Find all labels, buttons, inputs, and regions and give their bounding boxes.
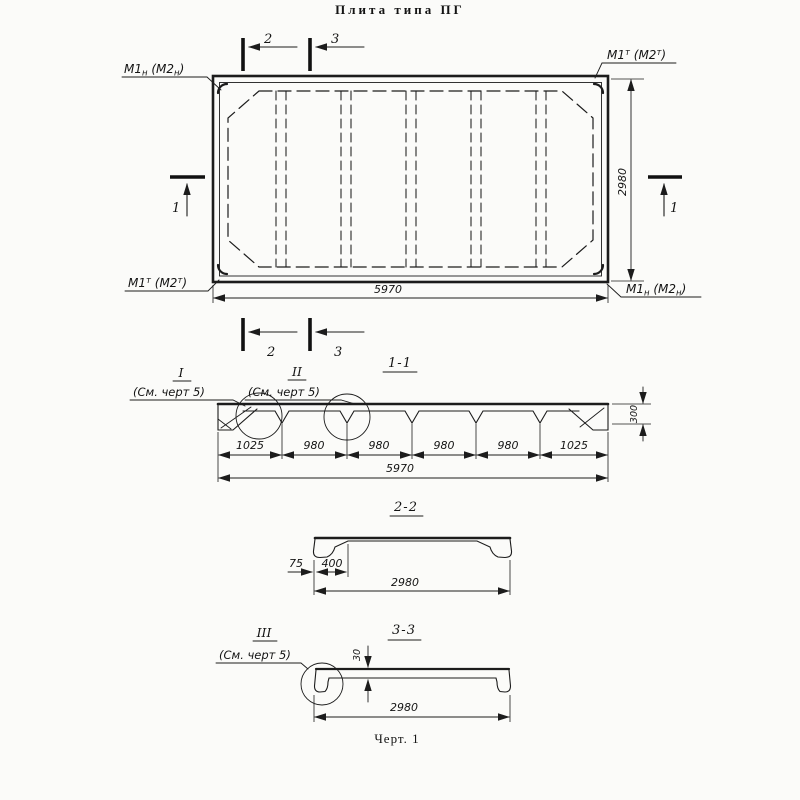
plan-dimensions: [213, 79, 644, 303]
thickness-dim: 30: [352, 648, 363, 662]
section-end-right: [569, 404, 608, 430]
cut-label-2-bottom: 2: [267, 345, 276, 360]
detail-1-num: I: [178, 365, 184, 380]
hatch-line: [580, 408, 604, 427]
detail-2-ref: (См. черт 5): [248, 385, 320, 399]
detail-2-num: II: [292, 364, 302, 379]
section-height-dim: 300: [629, 404, 640, 424]
drawing-title: Плита типа ПГ: [335, 2, 465, 17]
figure-caption: Черт. 1: [374, 731, 420, 746]
seg-dim: 980: [497, 439, 519, 452]
cut-label-1-right: 1: [670, 201, 679, 216]
detail-3-ref: (См. черт 5): [219, 648, 291, 662]
cut-marks: [170, 32, 682, 360]
mark-label-top-right: $М1^т$ $(М2^т)$: [607, 48, 667, 62]
section-3-3-title: 3-3: [392, 623, 416, 638]
section-1-1-dim-row: [218, 424, 608, 482]
section-profile: [313, 539, 511, 558]
section-width-dim: 2980: [391, 576, 419, 589]
seg-dim: 980: [433, 439, 455, 452]
plan-rib-lines: [276, 91, 546, 267]
hatch-line: [218, 419, 231, 429]
taper-dim: 400: [321, 557, 343, 570]
section-soffit-line: [243, 411, 579, 423]
detail-3-num: III: [256, 625, 272, 640]
cut-label-3-top: 3: [331, 32, 340, 47]
plan-mark-labels: [122, 48, 701, 299]
section-total-dim: 5970: [386, 462, 414, 475]
mark-label-bottom-right: $М1_н$ $(М2_н)$: [626, 282, 687, 299]
seg-dim: 980: [368, 439, 390, 452]
cut-label-1-left: 1: [172, 201, 181, 216]
section-width-dim: 2980: [390, 701, 418, 714]
plan-width-dim: 5970: [374, 283, 402, 296]
mark-label-top-left: $М1_н$ $(М2_н)$: [124, 62, 185, 79]
section-1-1: [130, 356, 651, 482]
mark-label-bottom-left: $М1^т$ $(М2^т)$: [128, 276, 188, 290]
section-2-2-title: 2-2: [394, 500, 418, 515]
detail-1-ref: (См. черт 5): [133, 385, 205, 399]
plan-outline: [213, 76, 608, 282]
plan-height-dim: 2980: [616, 168, 629, 196]
mark-leader: [122, 77, 221, 90]
cut-label-3-bottom: 3: [334, 345, 343, 360]
section-3-3: [216, 623, 511, 722]
plan-inner-frame: [220, 83, 602, 277]
section-2-2: [288, 500, 512, 595]
cut-label-2-top: 2: [264, 32, 273, 47]
detail-leader: [216, 663, 308, 669]
seg-dim: 1025: [560, 439, 588, 452]
plan-hidden-outline: [228, 91, 593, 267]
seg-dim: 1025: [236, 439, 264, 452]
section-1-1-title: 1-1: [388, 356, 412, 371]
flange-dim: 75: [289, 557, 303, 570]
seg-dim: 980: [303, 439, 325, 452]
plan-view: [213, 76, 608, 282]
section-profile: [315, 670, 511, 692]
